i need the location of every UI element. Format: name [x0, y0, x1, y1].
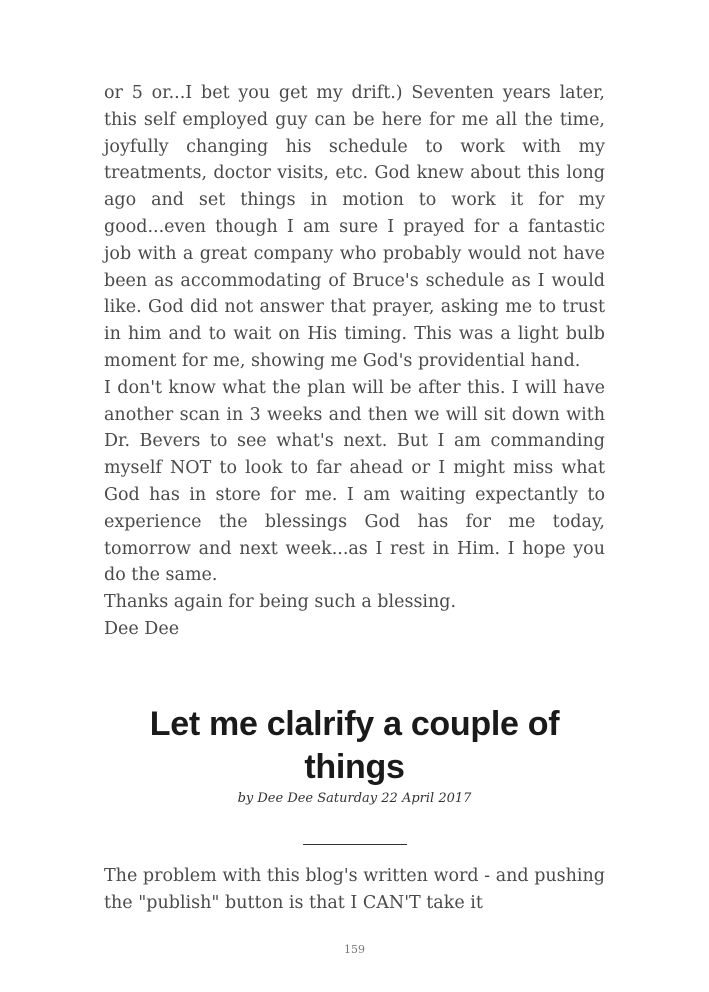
page-content: [104, 80, 605, 916]
post-opening-text: The problem with this blog's written word - and pushing the "publish" button is that I CAN'T take it: [104, 865, 605, 913]
post-byline: by Dee Dee Saturday 22 April 2017: [237, 790, 472, 806]
paragraph-1: or 5 or...I bet you get my drift.) Seventen years later, this self employed guy can be here for me all the time, joyfully changing his schedule to work with my treatments, doctor visits, etc. God knew about this long ago and set things in motion to work it for my good...even though I am sure I prayed for a fantastic job with a great company who probably would not have been as accommodating of Bruce's schedule as I would like. God did not answer that prayer, asking me to trust in him and to wait on His timing. This was a light bulb moment for me, showing me God's providential hand.: [104, 83, 605, 371]
title-divider: [303, 844, 407, 845]
page-number: 159: [344, 943, 365, 956]
thanks-line: Thanks again for being such a blessing.: [104, 592, 457, 613]
post-title: Let me clalrify a couple of things: [149, 704, 560, 786]
paragraph-2: I don't know what the plan will be after this. I will have another scan in 3 weeks and then we will sit down with Dr. Bevers to see what's next. But I am commanding myself NOT to look to far ahead or I might miss what God has in store for me. I am waiting expectantly to experience the blessings God has for me today, tomorrow and next week...as I rest in Him. I hope you do the same.: [104, 377, 605, 586]
signature: Dee Dee: [104, 618, 180, 639]
